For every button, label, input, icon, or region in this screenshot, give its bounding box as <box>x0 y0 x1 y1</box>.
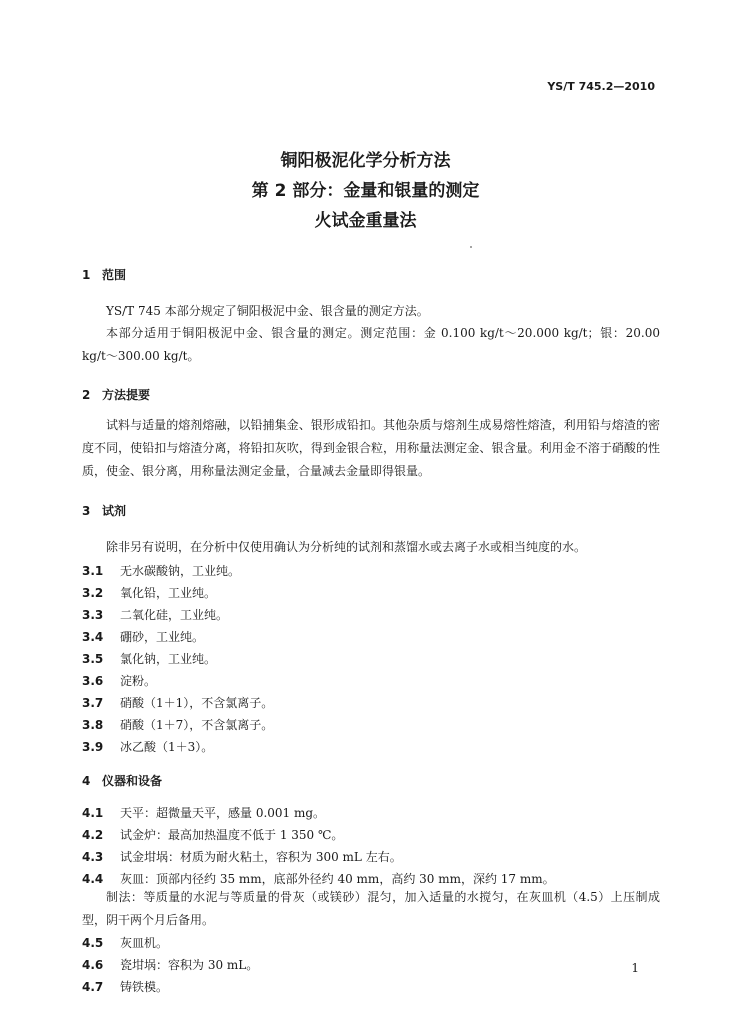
item-number: 4.2 <box>82 828 104 842</box>
section-number: 4 <box>82 774 91 788</box>
list-item <box>82 650 216 667</box>
list-item <box>82 694 273 711</box>
item-number: 3.9 <box>82 740 104 754</box>
item-number: 4.4 <box>82 872 104 886</box>
section-number: 1 <box>82 268 91 282</box>
item-text: 瓷坩埚：容积为 30 mL。 <box>120 958 259 972</box>
list-item <box>82 562 240 579</box>
item-text: 灰皿机。 <box>120 936 169 950</box>
list-item <box>82 870 555 887</box>
item-number: 3.8 <box>82 718 104 732</box>
section-title: 仪器和设备 <box>102 774 163 788</box>
section-1-paragraph-1: YS/T 745 本部分规定了铜阳极泥中金、银含量的测定方法。 <box>106 304 429 318</box>
list-item <box>82 848 402 865</box>
document-title-line2: 第 2 部分：金量和银量的测定 <box>251 181 480 201</box>
scan-speck <box>470 246 472 248</box>
item-text: 冰乙酸（1＋3）。 <box>120 740 214 754</box>
item-number: 3.7 <box>82 696 104 710</box>
section-3-heading <box>82 502 126 519</box>
item-text: 灰皿：顶部内径约 35 mm，底部外径约 40 mm，高约 30 mm，深约 17 mm。 <box>120 872 555 886</box>
item-text: 二氧化硅，工业纯。 <box>120 608 229 622</box>
item-text: 硼砂，工业纯。 <box>120 630 205 644</box>
item-text: 试金炉：最高加热温度不低于 1 350 ℃。 <box>120 828 344 842</box>
item-number: 3.3 <box>82 608 104 622</box>
section-1-paragraph-2: 本部分适用于铜阳极泥中金、银含量的测定。测定范围：金 0.100 kg/t～20.000 kg/t；银：20.00 kg/t～300.00 kg/t。 <box>82 326 660 363</box>
list-item <box>82 716 273 733</box>
section-number: 2 <box>82 388 91 402</box>
list-item <box>82 826 343 843</box>
section-2-paragraph: 试料与适量的熔剂熔融，以铅捕集金、银形成铅扣。其他杂质与熔剂生成易熔性熔渣，利用铅与熔渣的密度不同，使铅扣与熔渣分离，将铅扣灰吹，得到金银合粒，用称量法测定金、银含量。利用金不溶于硝酸的性质，使金、银分离，用称量法测定金量，合量减去金量即得银量。 <box>82 418 660 478</box>
item-text: 天平：超微量天平，感量 0.001 mg。 <box>120 806 326 820</box>
list-item <box>82 584 216 601</box>
item-text: 硝酸（1＋7），不含氯离子。 <box>120 718 274 732</box>
item-number: 3.4 <box>82 630 104 644</box>
section-2-heading <box>82 386 150 403</box>
item-text: 无水碳酸钠，工业纯。 <box>120 564 241 578</box>
list-item <box>82 738 213 755</box>
section-title: 试剂 <box>102 504 127 518</box>
section-4-heading <box>82 772 162 789</box>
section-number: 3 <box>82 504 91 518</box>
item-text: 硝酸（1＋1），不含氯离子。 <box>120 696 274 710</box>
item-number: 4.6 <box>82 958 104 972</box>
item-number: 4.5 <box>82 936 104 950</box>
list-item <box>82 804 325 821</box>
item-text: 氯化钠，工业纯。 <box>120 652 217 666</box>
document-title-line3: 火试金重量法 <box>314 211 417 231</box>
section-1-heading <box>82 266 126 283</box>
item-text: 淀粉。 <box>120 674 157 688</box>
item-text: 试金坩埚：材质为耐火粘土，容积为 300 mL 左右。 <box>120 850 402 864</box>
item-number: 3.1 <box>82 564 104 578</box>
list-item <box>82 606 228 623</box>
item-number: 3.2 <box>82 586 104 600</box>
item-number: 3.6 <box>82 674 104 688</box>
section-title: 范围 <box>102 268 127 282</box>
list-item <box>82 978 168 995</box>
section-title: 方法提要 <box>102 388 151 402</box>
section-4-note: 制法：等质量的水泥与等质量的骨灰（或镁砂）混匀，加入适量的水搅匀，在灰皿机（4.5）上压制成型，阴干两个月后备用。 <box>82 890 660 927</box>
item-number: 4.1 <box>82 806 104 820</box>
standard-code: YS/T 745.2—2010 <box>547 80 655 93</box>
list-item <box>82 628 204 645</box>
item-number: 3.5 <box>82 652 104 666</box>
item-number: 4.3 <box>82 850 104 864</box>
list-item <box>82 956 258 973</box>
section-3-intro: 除非另有说明，在分析中仅使用确认为分析纯的试剂和蒸馏水或去离子水或相当纯度的水。 <box>106 540 587 554</box>
item-text: 铸铁模。 <box>120 980 169 994</box>
list-item <box>82 672 156 689</box>
item-text: 氧化铅，工业纯。 <box>120 586 217 600</box>
page-number: 1 <box>631 961 639 975</box>
item-number: 4.7 <box>82 980 104 994</box>
document-title-line1: 铜阳极泥化学分析方法 <box>280 151 451 171</box>
list-item <box>82 934 168 951</box>
